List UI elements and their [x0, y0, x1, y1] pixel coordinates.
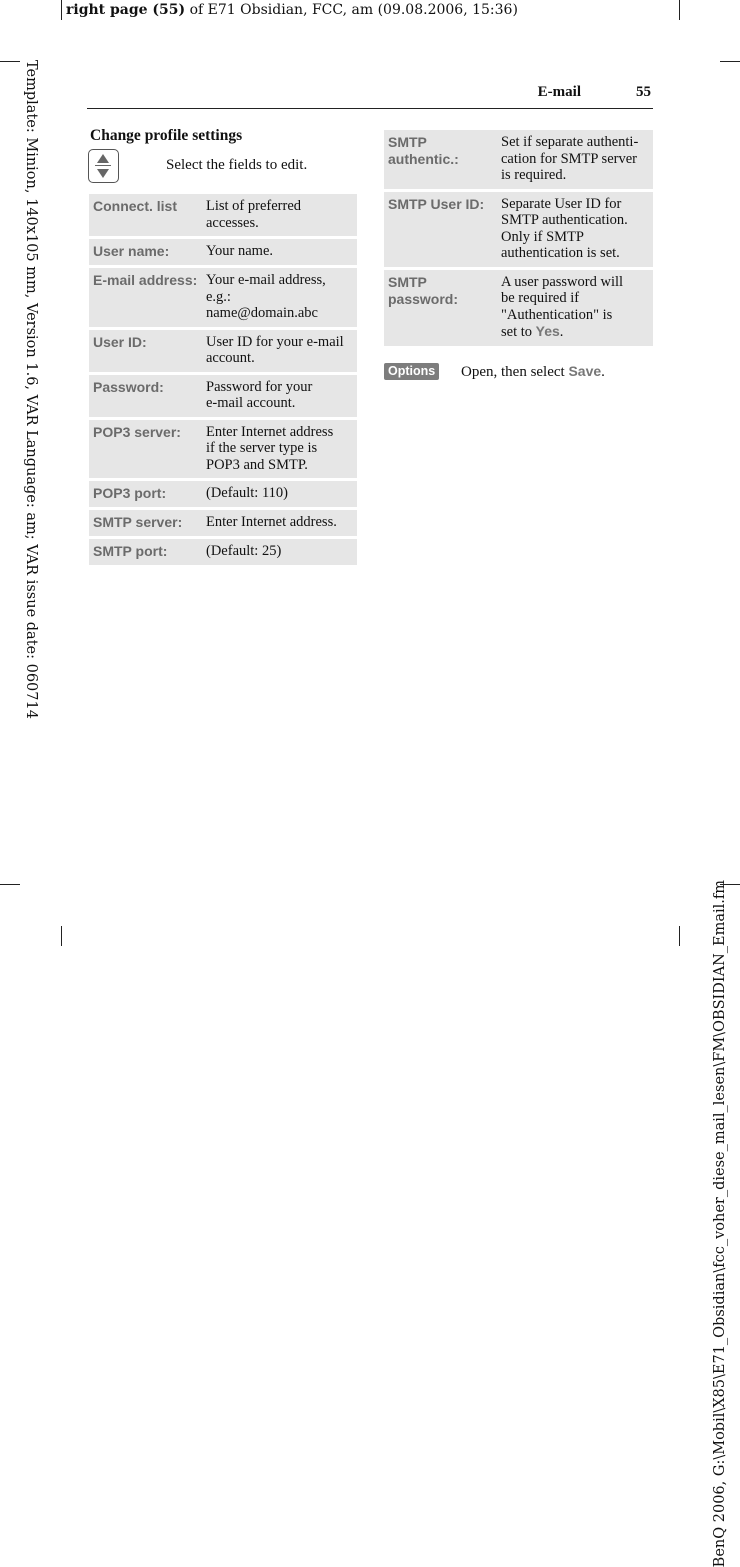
- template-info-margin-text: Template: Minion, 140x105 mm, Version 1.6, VAR Language: am; VAR issue date: 060714: [23, 60, 39, 719]
- setting-description: [497, 130, 653, 189]
- description-line: Your e-mail address,: [206, 272, 326, 288]
- table-row: [384, 192, 653, 267]
- save-keyword: Save: [568, 363, 602, 379]
- name-line: SMTP: [388, 273, 427, 290]
- description-line: (Default: 25): [206, 543, 282, 559]
- running-head: [87, 84, 653, 109]
- instruction-text: Select the fields to edit.: [166, 157, 308, 173]
- description-line: Separate User ID for: [501, 195, 622, 212]
- description-line: authentication is set.: [501, 245, 620, 261]
- setting-name: SMTP port:: [89, 539, 202, 565]
- name-line: authentic.:: [388, 151, 459, 167]
- setting-description: [202, 481, 357, 507]
- table-row: [89, 375, 357, 417]
- setting-name: E-mail address:: [89, 268, 202, 327]
- setting-name: SMTP server:: [89, 510, 202, 536]
- table-row: [384, 270, 653, 346]
- options-softkey: Options: [384, 363, 439, 380]
- description-line: is required.: [501, 167, 567, 183]
- setting-description: [202, 268, 357, 327]
- description-line: cation for SMTP server: [501, 150, 637, 167]
- setting-name: POP3 server:: [89, 420, 202, 479]
- setting-name: User ID:: [89, 330, 202, 372]
- setting-description: [497, 270, 653, 346]
- setting-name: POP3 port:: [89, 481, 202, 507]
- table-row: [89, 239, 357, 265]
- table-row: [89, 510, 357, 536]
- table-row: [89, 194, 357, 236]
- setting-name: User name:: [89, 239, 202, 265]
- description-line: Enter Internet address: [206, 423, 334, 440]
- description-line: User ID for your e-mail: [206, 333, 344, 350]
- description-line: be required if: [501, 290, 580, 306]
- crop-mark: [720, 61, 740, 62]
- navigation-key-up-down-icon: [88, 149, 119, 183]
- table-row: [384, 130, 653, 189]
- table-row: [89, 539, 357, 565]
- description-line: Only if SMTP: [501, 228, 584, 245]
- crop-mark: [679, 926, 680, 946]
- setting-name: Connect. list: [89, 194, 202, 236]
- crop-mark: [0, 884, 20, 885]
- setting-name: [384, 130, 497, 189]
- description-line: e-mail account.: [206, 395, 296, 411]
- crop-mark: [61, 926, 62, 946]
- description-line: if the server type is: [206, 440, 318, 456]
- description-line: name@domain.abc: [206, 305, 318, 321]
- description-line: Enter Internet address.: [206, 514, 337, 530]
- setting-description: [202, 420, 357, 479]
- crop-mark: [61, 0, 62, 20]
- description-line: Your name.: [206, 243, 273, 259]
- smtp-settings-table: [384, 127, 653, 349]
- table-row: [89, 481, 357, 507]
- description-suffix: .: [559, 324, 564, 340]
- table-row: [89, 268, 357, 327]
- arrow-down-icon: [97, 169, 109, 178]
- crop-mark: [0, 61, 20, 62]
- file-path-margin-text: BenQ 2006, G:\Mobil\X85\E71_Obsidian\fcc_voher_diese_mail_lesen\FM\OBSIDIAN_Email.fm: [712, 880, 728, 1567]
- name-line: password:: [388, 290, 459, 307]
- description-line: A user password will: [501, 273, 624, 290]
- table-row: [89, 420, 357, 479]
- description-line: e.g.:: [206, 288, 231, 305]
- yes-keyword: Yes: [535, 323, 560, 339]
- description-line: (Default: 110): [206, 485, 289, 501]
- description-line: SMTP authentication.: [501, 212, 628, 228]
- description-line: set to: [501, 324, 536, 340]
- setting-description: [202, 539, 357, 565]
- print-header-note: right page (55) of E71 Obsidian, FCC, am (09.08.2006, 15:36): [66, 2, 518, 18]
- chapter-title: E-mail: [537, 84, 581, 100]
- profile-settings-table: [89, 191, 357, 568]
- setting-description: [202, 239, 357, 265]
- arrow-up-icon: [97, 154, 109, 163]
- options-instruction: Open, then select Save.: [461, 363, 605, 380]
- section-title: Change profile settings: [90, 127, 243, 144]
- description-line: "Authentication" is: [501, 306, 613, 323]
- description-line: Set if separate authenti-: [501, 134, 639, 150]
- page-number: 55: [636, 84, 651, 100]
- setting-description: [202, 510, 357, 536]
- setting-description: [202, 375, 357, 417]
- name-line: SMTP User ID:: [388, 195, 485, 212]
- setting-description: [202, 194, 357, 236]
- setting-name: Password:: [89, 375, 202, 417]
- table-row: [89, 330, 357, 372]
- crop-mark: [679, 0, 680, 20]
- setting-description: [202, 330, 357, 372]
- description-line: POP3 and SMTP.: [206, 456, 308, 473]
- description-line: account.: [206, 350, 255, 366]
- name-line: SMTP: [388, 134, 427, 150]
- setting-name: [384, 192, 497, 267]
- description-line: List of preferred: [206, 198, 302, 214]
- setting-name: [384, 270, 497, 346]
- divider: [95, 165, 111, 166]
- description-line: accesses.: [206, 214, 259, 231]
- description-line: Password for your: [206, 378, 313, 395]
- setting-description: [497, 192, 653, 267]
